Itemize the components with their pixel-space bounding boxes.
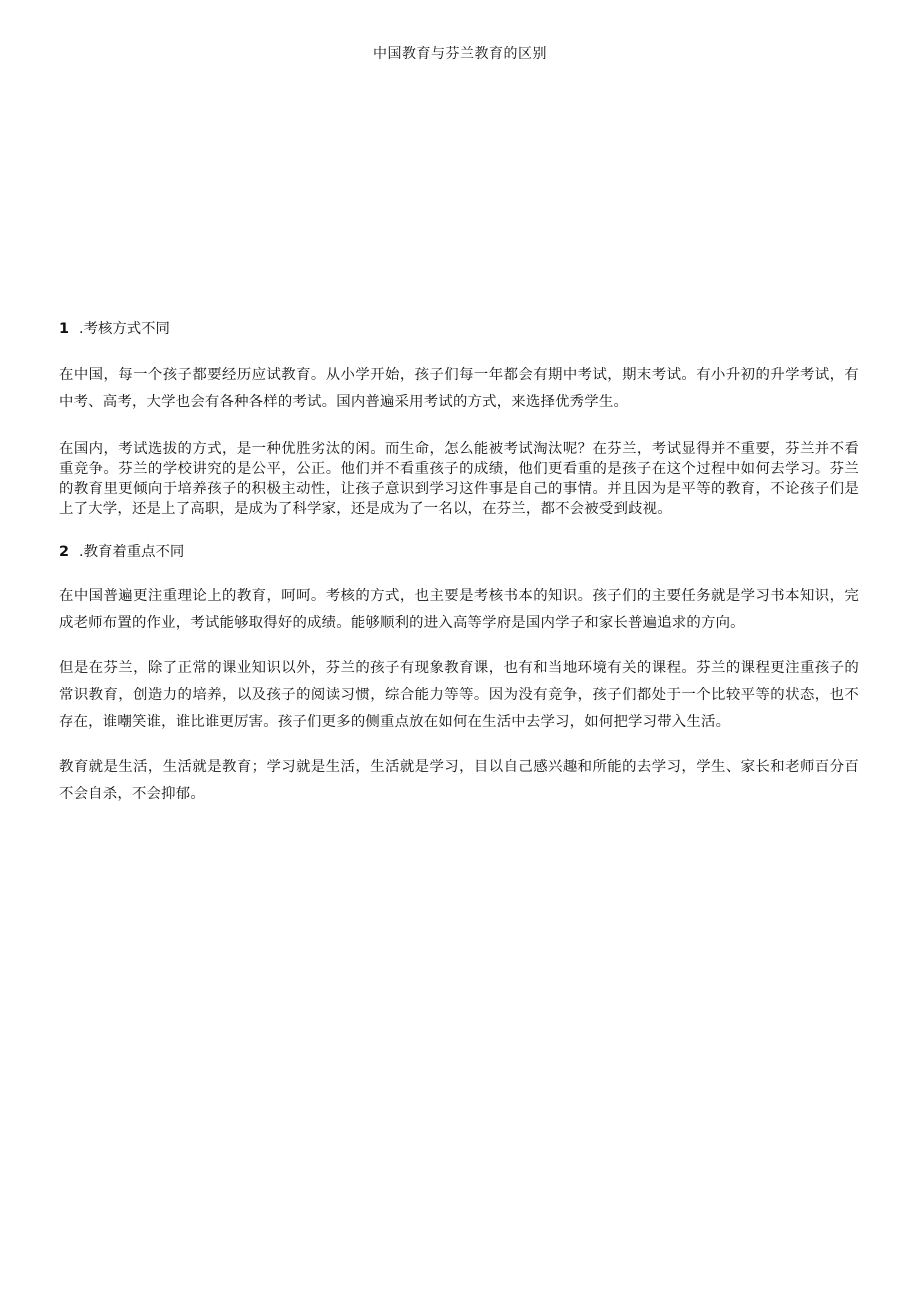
- section-number-2: 2: [59, 544, 70, 560]
- paragraph-1-1: 在中国，每一个孩子都要经历应试教育。从小学开始，孩子们每一年都会有期中考试，期末考试。有小升初的升学考试，有中考、高考，大学也会有各种各样的考试。国内普遍采用考试的方式，来选择优秀学生。: [59, 367, 859, 410]
- paragraph-1-2: 在国内，考试选拔的方式，是一种优胜劣汰的闲。而生命，怎么能被考试淘汰呢？在芬兰，考试显得并不重要，芬兰并不看重竞争。芬兰的学校讲究的是公平，公正。他们并不看重孩子的成绩，他们更看重的是孩子在这个过程中如何去学习。芬兰的教育里更倾向于培养孩子的积极主动性，让孩子意识到学习这件事是自己的事情。并且因为是平等的教育，不论孩子们是上了大学，还是上了高职，是成为了科学家，还是成为了一名以，在芬兰，都不会被受到歧视。: [59, 441, 859, 517]
- section-heading-text-1: .考核方式不同: [79, 321, 170, 337]
- document-title: 中国教育与芬兰教育的区别: [373, 46, 547, 62]
- section-heading-text-2: .教育着重点不同: [79, 544, 185, 560]
- section-number-1: 1: [59, 321, 70, 337]
- section-heading-1: [59, 318, 859, 340]
- paragraph-2-3: 教育就是生活，生活就是教育；学习就是生活，生活就是学习，目以自己感兴趣和所能的去学习，学生、家长和老师百分百不会自杀，不会抑郁。: [59, 759, 859, 802]
- paragraph-2-1: 在中国普遍更注重理论上的教育，呵呵。考核的方式，也主要是考核书本的知识。孩子们的主要任务就是学习书本知识，完成老师布置的作业，考试能够取得好的成绩。能够顺利的进入高等学府是国内学子和家长普遍追求的方向。: [59, 588, 859, 631]
- document-body: [59, 318, 859, 826]
- paragraph-2-2: 但是在芬兰，除了正常的课业知识以外，芬兰的孩子有现象教育课，也有和当地环境有关的课程。芬兰的课程更注重孩子的常识教育，创造力的培养，以及孩子的阅读习惯，综合能力等等。因为没有竞争，孩子们都处于一个比较平等的状态，也不存在，谁嘲笑谁，谁比谁更厉害。孩子们更多的侧重点放在如何在生活中去学习，如何把学习带入生活。: [59, 660, 859, 730]
- section-heading-2: [59, 541, 859, 563]
